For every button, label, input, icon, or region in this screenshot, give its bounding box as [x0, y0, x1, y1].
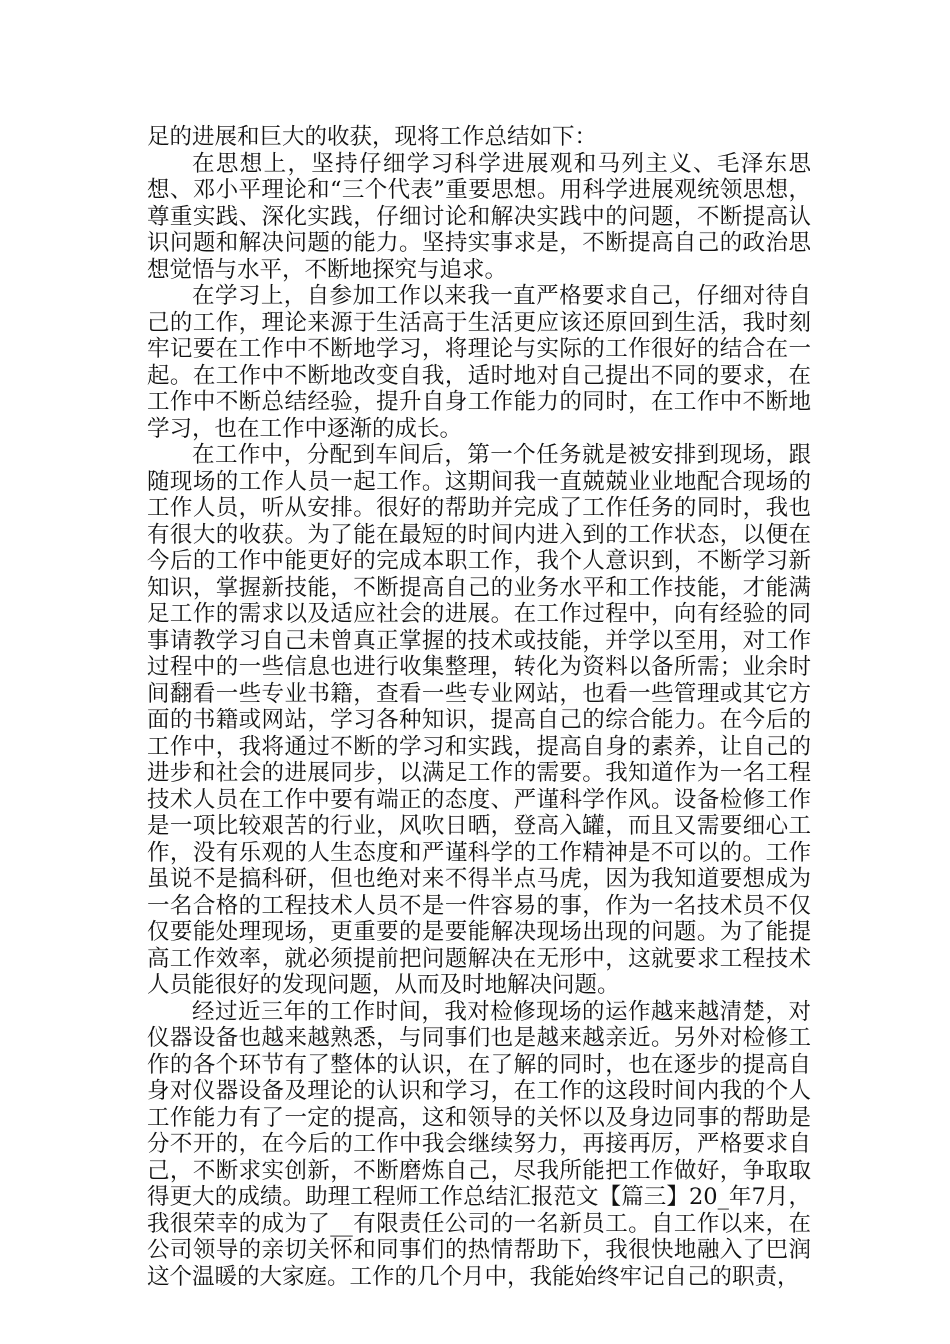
- paragraph-study: 在学习上，自参加工作以来我一直严格要求自己，仔细对待自己的工作，理论来源于生活高于生活更应该还原回到生活，我时刻牢记要在工作中不断地学习，将理论与实际的工作很好的结合在一起。在工作中不断地改变自我，适时地对自己提出不同的要求，在工作中不断总结经验，提升自身工作能力的同时，在工作中不断地学习，也在工作中逐渐的成长。: [147, 283, 811, 442]
- paragraph-work: 在工作中，分配到车间后，第一个任务就是被安排到现场，跟随现场的工作人员一起工作。这期间我一直兢兢业业地配合现场的工作人员，听从安排。很好的帮助并完成了工作任务的同时，我也有很大的收获。为了能在最短的时间内进入到的工作状态，以便在今后的工作中能更好的完成本职工作，我个人意识到，不断学习新知识，掌握新技能，不断提高自己的业务水平和工作技能，才能满足工作的需求以及适应社会的进展。在工作过程中，向有经验的同事请教学习自己未曾真正掌握的技术或技能，并学以至用，对工作过程中的一些信息也进行收集整理，转化为资料以备所需；业余时间翻看一些专业书籍，查看一些专业网站，也看一些管理或其它方面的书籍或网站，学习各种知识，提高自己的综合能力。在今后的工作中，我将通过不断的学习和实践，提高自身的素养，让自己的进步和社会的进展同步，以满足工作的需要。我知道作为一名工程技术人员在工作中要有端正的态度、严谨科学作风。设备检修工作是一项比较艰苦的行业，风吹日晒，登高入罐，而且又需要细心工作，没有乐观的人生态度和严谨科学的工作精神是不可以的。工作虽说不是搞科研，但也绝对来不得半点马虎，因为我知道要想成为一名合格的工程技术人员不是一件容易的事，作为一名技术员不仅仅要能处理现场，更重要的是要能解决现场出现的问题。为了能提高工作效率，就必须提前把问题解决在无形中，这就要求工程技术人员能很好的发现问题，从而及时地解决问题。: [147, 442, 811, 998]
- paragraph-ideology: 在思想上，坚持仔细学习科学进展观和马列主义、毛泽东思想、邓小平理论和“三个代表”重要思想。用科学进展观统领思想，尊重实践、深化实践，仔细讨论和解决实践中的问题，不断提高认识问题和解决问题的能力。坚持实事求是，不断提高自己的政治思想觉悟与水平，不断地探究与追求。: [147, 150, 811, 283]
- paragraph-opening: 足的进展和巨大的收获，现将工作总结如下：: [147, 124, 598, 150]
- document-body: [147, 124, 811, 1290]
- paragraph-experience: 经过近三年的工作时间，我对检修现场的运作越来越清楚，对仪器设备也越来越熟悉，与同事们也是越来越亲近。另外对检修工作的各个环节有了整体的认识，在了解的同时，也在逐步的提高自身对仪器设备及理论的认识和学习，在工作的这段时间内我的个人工作能力有了一定的提高，这和领导的关怀以及身边同事的帮助是分不开的，在今后的工作中我会继续努力，再接再厉，严格要求自己，不断求实创新，不断磨炼自己，尽我所能把工作做好，争取取得更大的成绩。助理工程师工作总结汇报范文【篇三】20_年7月，我很荣幸的成为了__有限责任公司的一名新员工。自工作以来，在公司领导的亲切关怀和同事们的热情帮助下，我很快地融入了巴润这个温暖的大家庭。工作的几个月中，我能始终牢记自己的职责，: [147, 998, 811, 1290]
